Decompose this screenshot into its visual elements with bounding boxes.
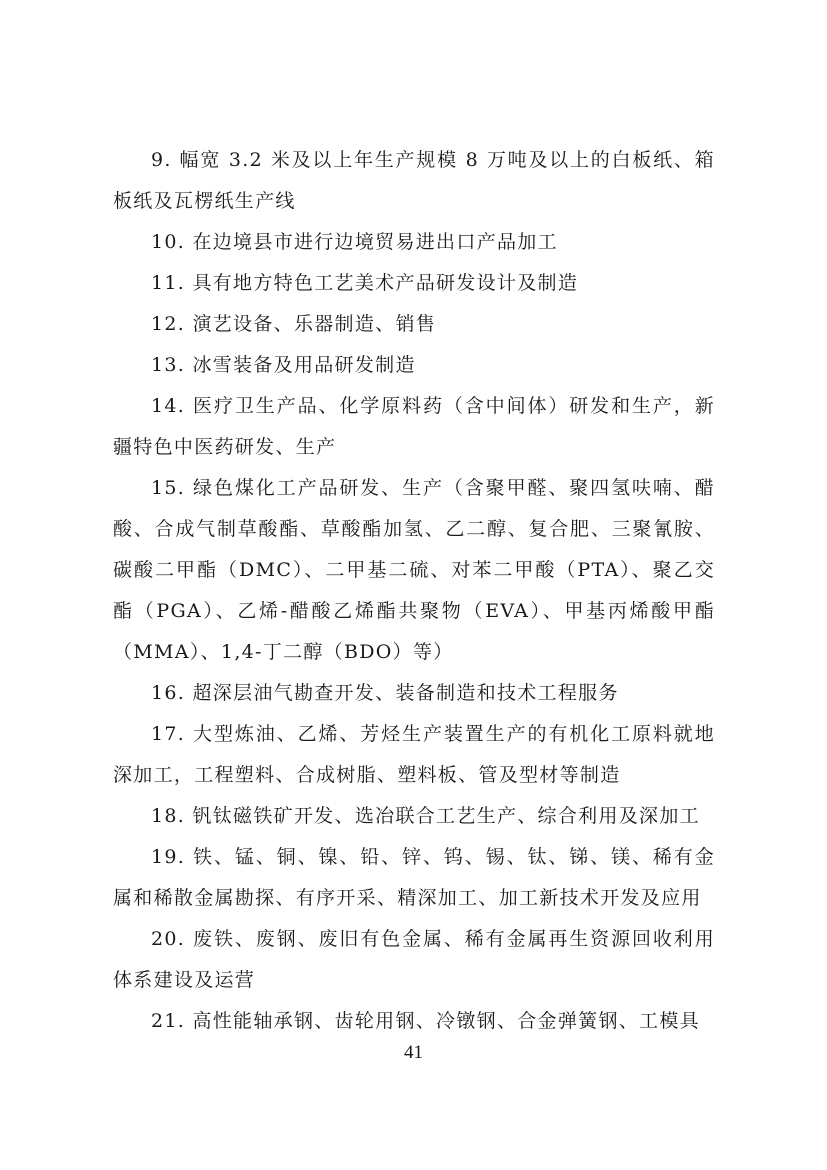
- list-item: 15. 绿色煤化工产品研发、生产（含聚甲醛、聚四氢呋喃、醋酸、合成气制草酸酯、草酸酯加氢、乙二醇、复合肥、三聚氰胺、碳酸二甲酯（DMC）、二甲基二硫、对苯二甲酸（PTA）、聚乙交酯（PGA）、乙烯-醋酸乙烯酯共聚物（EVA）、甲基丙烯酸甲酯（MMA）、1,4-丁二醇（BDO）等）: [113, 477, 715, 663]
- list-item: 16. 超深层油气勘查开发、装备制造和技术工程服务: [151, 682, 619, 704]
- document-body: [113, 140, 715, 1042]
- list-item: 10. 在边境县市进行边境贸易进出口产品加工: [151, 231, 558, 253]
- page-number: 41: [404, 1042, 423, 1063]
- list-item: 13. 冰雪装备及用品研发制造: [151, 354, 416, 376]
- list-item: 19. 铁、锰、铜、镍、铅、锌、钨、锡、钛、锑、镁、稀有金属和稀散金属勘探、有序开采、精深加工、加工新技术开发及应用: [113, 846, 715, 909]
- list-item: 17. 大型炼油、乙烯、芳烃生产装置生产的有机化工原料就地深加工，工程塑料、合成树脂、塑料板、管及型材等制造: [113, 723, 715, 786]
- list-item: 11. 具有地方特色工艺美术产品研发设计及制造: [151, 272, 579, 294]
- list-item: 14. 医疗卫生产品、化学原料药（含中间体）研发和生产，新疆特色中医药研发、生产: [113, 395, 715, 458]
- list-item: 18. 钒钛磁铁矿开发、选冶联合工艺生产、综合利用及深加工: [151, 805, 700, 827]
- list-item: 21. 高性能轴承钢、齿轮用钢、冷镦钢、合金弹簧钢、工模具: [151, 1010, 700, 1032]
- list-item: 9. 幅宽 3.2 米及以上年生产规模 8 万吨及以上的白板纸、箱板纸及瓦楞纸生产线: [113, 149, 715, 212]
- list-item: 20. 废铁、废钢、废旧有色金属、稀有金属再生资源回收利用体系建设及运营: [113, 928, 715, 991]
- list-item: 12. 演艺设备、乐器制造、销售: [151, 313, 437, 335]
